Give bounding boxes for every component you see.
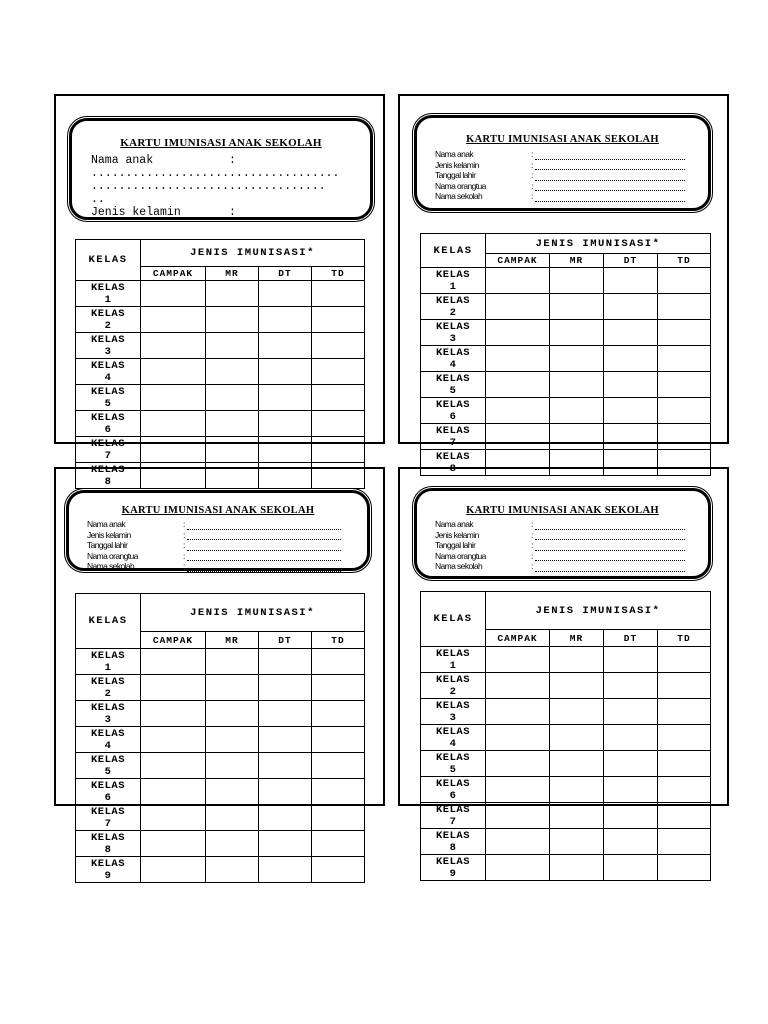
column-header: TD bbox=[312, 632, 365, 649]
vaccine-entry-cell[interactable] bbox=[259, 831, 312, 857]
table-row bbox=[421, 803, 711, 829]
field-colon: : bbox=[183, 519, 185, 529]
field-label: Nama sekolah bbox=[87, 561, 135, 571]
card-title: KARTU IMUNISASI ANAK SEKOLAH bbox=[466, 505, 659, 516]
kelas-label: KELAS bbox=[90, 675, 125, 688]
field-colon: : bbox=[229, 206, 236, 219]
field-label: Nama anak bbox=[91, 154, 154, 167]
column-header: MR bbox=[206, 267, 259, 281]
field-colon: : bbox=[531, 159, 533, 170]
kelas-label: KELAS bbox=[435, 725, 470, 738]
kelas-number: 6 bbox=[449, 410, 457, 423]
kelas-cell bbox=[76, 857, 141, 883]
card-header-top-right bbox=[414, 115, 711, 211]
field-label: Nama orangtua bbox=[435, 550, 486, 561]
column-header: CAMPAK bbox=[486, 630, 550, 647]
kelas-number: 8 bbox=[104, 843, 112, 856]
field-colon: : bbox=[183, 561, 185, 571]
kelas-label: KELAS bbox=[435, 372, 470, 385]
field-label: Tanggal lahir bbox=[87, 540, 128, 550]
field-blank-line bbox=[535, 184, 685, 191]
kelas-number: 1 bbox=[449, 280, 457, 293]
field-blank-line bbox=[535, 544, 685, 551]
vaccine-entry-cell[interactable] bbox=[658, 803, 711, 829]
kelas-label: KELAS bbox=[90, 753, 125, 766]
kelas-label: KELAS bbox=[435, 855, 470, 868]
kelas-number: 8 bbox=[449, 841, 457, 854]
field-label: Jenis kelamin bbox=[91, 206, 181, 219]
vaccine-entry-cell[interactable] bbox=[604, 855, 658, 881]
table-row bbox=[421, 829, 711, 855]
vaccine-entry-cell[interactable] bbox=[486, 829, 550, 855]
kelas-number: 9 bbox=[449, 867, 457, 880]
kelas-label: KELAS bbox=[435, 751, 470, 764]
column-header: DT bbox=[604, 254, 658, 268]
field-jenis-kelamin bbox=[435, 530, 685, 541]
kelas-header: KELAS bbox=[421, 592, 486, 647]
kelas-label: KELAS bbox=[90, 437, 125, 450]
column-header: DT bbox=[604, 630, 658, 647]
card-title: KARTU IMUNISASI ANAK SEKOLAH bbox=[466, 134, 659, 145]
column-header: TD bbox=[312, 267, 365, 281]
vaccine-entry-cell[interactable] bbox=[259, 857, 312, 883]
vaccine-entry-cell[interactable] bbox=[141, 805, 206, 831]
kelas-number: 4 bbox=[449, 737, 457, 750]
kelas-number: 1 bbox=[104, 661, 112, 674]
field-label: Nama anak bbox=[87, 519, 126, 529]
field-dots: .. bbox=[91, 193, 105, 206]
kelas-label: KELAS bbox=[435, 398, 470, 411]
field-blank-line bbox=[187, 544, 341, 551]
field-nama-sekolah bbox=[435, 561, 685, 572]
kelas-number: 3 bbox=[104, 713, 112, 726]
field-colon: : bbox=[183, 540, 185, 550]
kelas-number: 4 bbox=[449, 358, 457, 371]
field-nama-orangtua bbox=[435, 181, 685, 192]
field-label: Nama orangtua bbox=[87, 550, 138, 561]
kelas-number: 7 bbox=[104, 817, 112, 830]
field-dots: .................................. bbox=[91, 180, 326, 193]
kelas-number: 7 bbox=[449, 436, 457, 449]
card-fields bbox=[87, 519, 341, 572]
field-nama-orangtua bbox=[87, 551, 341, 562]
field-blank-line bbox=[187, 565, 341, 572]
kelas-number: 1 bbox=[449, 659, 457, 672]
field-label: Jenis kelamin bbox=[435, 159, 479, 170]
kelas-label: KELAS bbox=[90, 333, 125, 346]
kelas-number: 6 bbox=[104, 791, 112, 804]
field-nama-anak bbox=[87, 519, 341, 530]
kelas-label: KELAS bbox=[435, 803, 470, 816]
kelas-number: 5 bbox=[449, 384, 457, 397]
field-blank-line bbox=[535, 554, 685, 561]
column-header: DT bbox=[259, 632, 312, 649]
field-nama-sekolah bbox=[87, 561, 341, 572]
card-fields bbox=[435, 149, 685, 202]
field-blank-line bbox=[535, 153, 685, 160]
kelas-number: 8 bbox=[104, 475, 112, 488]
column-header: DT bbox=[259, 267, 312, 281]
vaccine-entry-cell[interactable] bbox=[141, 857, 206, 883]
kelas-number: 3 bbox=[449, 332, 457, 345]
kelas-number: 3 bbox=[449, 711, 457, 724]
vaccine-entry-cell[interactable] bbox=[550, 855, 604, 881]
kelas-label: KELAS bbox=[435, 829, 470, 842]
jenis-imunisasi-header: JENIS IMUNISASI* bbox=[486, 234, 711, 254]
kelas-label: KELAS bbox=[90, 779, 125, 792]
column-header: MR bbox=[550, 630, 604, 647]
field-label: Tanggal lahir bbox=[435, 540, 476, 550]
field-nama-anak bbox=[435, 519, 685, 530]
kelas-label: KELAS bbox=[90, 359, 125, 372]
kelas-cell bbox=[421, 829, 486, 855]
vaccine-entry-cell[interactable] bbox=[604, 803, 658, 829]
field-blank-line bbox=[535, 195, 685, 202]
column-header: CAMPAK bbox=[141, 267, 206, 281]
field-nama-anak bbox=[435, 149, 685, 160]
kelas-label: KELAS bbox=[90, 463, 125, 476]
kelas-number: 2 bbox=[449, 685, 457, 698]
kelas-label: KELAS bbox=[435, 268, 470, 281]
vaccine-entry-cell[interactable] bbox=[206, 831, 259, 857]
vaccine-entry-cell[interactable] bbox=[312, 857, 365, 883]
column-header: CAMPAK bbox=[141, 632, 206, 649]
vaccine-entry-cell[interactable] bbox=[486, 803, 550, 829]
field-blank-line bbox=[187, 554, 341, 561]
kelas-number: 5 bbox=[104, 397, 112, 410]
jenis-imunisasi-header: JENIS IMUNISASI* bbox=[141, 240, 365, 267]
field-blank-line bbox=[535, 174, 685, 181]
field-label: Tanggal lahir bbox=[435, 170, 476, 180]
kelas-header: KELAS bbox=[421, 234, 486, 268]
kelas-label: KELAS bbox=[90, 411, 125, 424]
kelas-number: 7 bbox=[104, 449, 112, 462]
kelas-number: 8 bbox=[449, 462, 457, 475]
kelas-number: 2 bbox=[449, 306, 457, 319]
field-colon: : bbox=[531, 540, 533, 550]
field-label: Jenis kelamin bbox=[87, 529, 131, 540]
kelas-label: KELAS bbox=[90, 857, 125, 870]
kelas-label: KELAS bbox=[90, 805, 125, 818]
kelas-label: KELAS bbox=[90, 649, 125, 662]
field-colon: : bbox=[531, 191, 533, 201]
kelas-number: 4 bbox=[104, 739, 112, 752]
field-tanggal-lahir bbox=[435, 540, 685, 551]
kelas-label: KELAS bbox=[435, 647, 470, 660]
field-dots: .................................... bbox=[91, 167, 340, 180]
field-nama-sekolah bbox=[435, 191, 685, 202]
kelas-cell bbox=[76, 805, 141, 831]
field-colon: : bbox=[531, 170, 533, 180]
card-title: KARTU IMUNISASI ANAK SEKOLAH bbox=[120, 137, 322, 149]
kelas-number: 4 bbox=[104, 371, 112, 384]
kelas-label: KELAS bbox=[435, 450, 470, 463]
kelas-label: KELAS bbox=[90, 701, 125, 714]
field-blank-line bbox=[535, 533, 685, 540]
kelas-label: KELAS bbox=[435, 699, 470, 712]
kelas-cell bbox=[421, 855, 486, 881]
kelas-label: KELAS bbox=[90, 727, 125, 740]
field-colon: : bbox=[531, 561, 533, 571]
kelas-number: 5 bbox=[104, 765, 112, 778]
card-title: KARTU IMUNISASI ANAK SEKOLAH bbox=[121, 505, 315, 516]
table-row bbox=[76, 857, 365, 883]
field-jenis-kelamin bbox=[435, 160, 685, 171]
vaccine-entry-cell[interactable] bbox=[550, 803, 604, 829]
kelas-label: KELAS bbox=[435, 777, 470, 790]
kelas-cell bbox=[421, 803, 486, 829]
field-colon: : bbox=[531, 550, 533, 561]
field-label: Nama sekolah bbox=[435, 191, 483, 201]
kelas-number: 5 bbox=[449, 763, 457, 776]
kelas-label: KELAS bbox=[435, 320, 470, 333]
table-row bbox=[76, 805, 365, 831]
kelas-header: KELAS bbox=[76, 594, 141, 649]
kelas-number: 6 bbox=[449, 789, 457, 802]
kelas-number: 2 bbox=[104, 319, 112, 332]
vaccine-entry-cell[interactable] bbox=[259, 805, 312, 831]
column-header: CAMPAK bbox=[486, 254, 550, 268]
jenis-imunisasi-header: JENIS IMUNISASI* bbox=[486, 592, 711, 630]
kelas-label: KELAS bbox=[90, 831, 125, 844]
field-colon: : bbox=[531, 180, 533, 191]
vaccine-entry-cell[interactable] bbox=[206, 805, 259, 831]
vaccine-entry-cell[interactable] bbox=[312, 805, 365, 831]
vaccine-entry-cell[interactable] bbox=[658, 829, 711, 855]
vaccine-entry-cell[interactable] bbox=[312, 831, 365, 857]
kelas-label: KELAS bbox=[90, 385, 125, 398]
column-header: TD bbox=[658, 630, 711, 647]
vaccine-entry-cell[interactable] bbox=[486, 855, 550, 881]
field-blank-line bbox=[535, 565, 685, 572]
field-blank-line bbox=[187, 523, 341, 530]
card-header-bottom-right bbox=[414, 488, 711, 579]
kelas-label: KELAS bbox=[90, 281, 125, 294]
vaccine-entry-cell[interactable] bbox=[550, 829, 604, 855]
kelas-number: 1 bbox=[104, 293, 112, 306]
field-colon: : bbox=[183, 550, 185, 561]
field-colon: : bbox=[229, 154, 236, 167]
vaccine-entry-cell[interactable] bbox=[604, 829, 658, 855]
vaccine-entry-cell[interactable] bbox=[206, 857, 259, 883]
field-label: Nama orangtua bbox=[435, 180, 486, 191]
kelas-header: KELAS bbox=[76, 240, 141, 281]
field-blank-line bbox=[535, 163, 685, 170]
vaccine-entry-cell[interactable] bbox=[141, 831, 206, 857]
field-jenis-kelamin bbox=[87, 530, 341, 541]
field-blank-line bbox=[535, 523, 685, 530]
column-header: MR bbox=[206, 632, 259, 649]
vaccine-entry-cell[interactable] bbox=[658, 855, 711, 881]
kelas-label: KELAS bbox=[435, 673, 470, 686]
field-label: Nama anak bbox=[435, 149, 474, 159]
field-tanggal-lahir bbox=[87, 540, 341, 551]
card-header-bottom-left bbox=[66, 490, 370, 571]
kelas-label: KELAS bbox=[435, 346, 470, 359]
field-colon: : bbox=[531, 149, 533, 159]
kelas-number: 9 bbox=[104, 869, 112, 882]
card-fields bbox=[435, 519, 685, 572]
kelas-label: KELAS bbox=[90, 307, 125, 320]
kelas-number: 7 bbox=[449, 815, 457, 828]
kelas-cell bbox=[76, 831, 141, 857]
column-header: MR bbox=[550, 254, 604, 268]
field-colon: : bbox=[531, 529, 533, 540]
jenis-imunisasi-header: JENIS IMUNISASI* bbox=[141, 594, 365, 632]
kelas-number: 6 bbox=[104, 423, 112, 436]
field-nama-orangtua bbox=[435, 551, 685, 562]
kelas-number: 2 bbox=[104, 687, 112, 700]
field-blank-line bbox=[187, 533, 341, 540]
column-header: TD bbox=[658, 254, 711, 268]
field-tanggal-lahir bbox=[435, 170, 685, 181]
kelas-label: KELAS bbox=[435, 294, 470, 307]
field-colon: : bbox=[183, 529, 185, 540]
table-row bbox=[421, 855, 711, 881]
field-label: Nama anak bbox=[435, 519, 474, 529]
table-row bbox=[76, 831, 365, 857]
field-label: Nama sekolah bbox=[435, 561, 483, 571]
kelas-label: KELAS bbox=[435, 424, 470, 437]
field-colon: : bbox=[531, 519, 533, 529]
kelas-number: 3 bbox=[104, 345, 112, 358]
field-label: Jenis kelamin bbox=[435, 529, 479, 540]
